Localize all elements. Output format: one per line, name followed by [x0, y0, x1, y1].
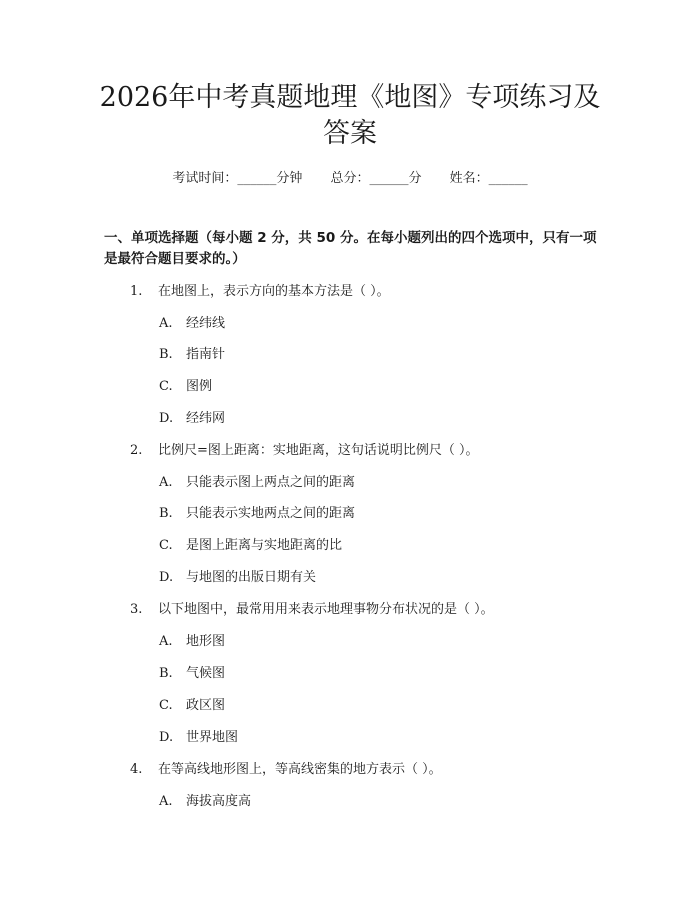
question-text: 在等高线地形图上，等高线密集的地方表示（ ）。	[158, 762, 442, 777]
section-heading: 一、单项选择题（每小题 2 分，共 50 分。在每小题列出的四个选项中，只有一项是最符合题目要求的。）	[104, 230, 597, 267]
question-1-option-a	[159, 315, 225, 333]
question-1	[130, 283, 390, 301]
question-number: 3.	[130, 602, 143, 617]
question-2-option-b	[159, 505, 355, 523]
option-letter: D.	[159, 730, 174, 745]
option-text: 是图上距离与实地距离的比	[186, 538, 343, 553]
total-score-field: 总分：______分	[330, 171, 422, 186]
question-1-option-c	[159, 378, 212, 396]
option-text: 与地图的出版日期有关	[186, 570, 317, 585]
option-letter: B.	[159, 347, 173, 362]
question-2-option-d	[159, 569, 316, 587]
question-4	[130, 761, 442, 779]
question-2-option-a	[159, 474, 355, 492]
option-text: 气候图	[186, 666, 226, 681]
exam-time-field: 考试时间：______分钟	[172, 171, 303, 186]
option-letter: B.	[159, 506, 173, 521]
question-1-option-b	[159, 346, 225, 364]
option-letter: C.	[159, 379, 173, 394]
name-field: 姓名：______	[449, 171, 528, 186]
question-number: 4.	[130, 762, 143, 777]
question-3-option-a	[159, 633, 225, 651]
question-3-option-d	[159, 729, 238, 747]
question-2-option-c	[159, 537, 342, 555]
document-title: 2026年中考真题地理《地图》专项练习及答案	[99, 82, 601, 149]
question-3-option-c	[159, 697, 225, 715]
option-text: 经纬线	[186, 316, 226, 331]
exam-meta	[0, 170, 700, 188]
question-2	[130, 442, 479, 460]
option-letter: C.	[159, 538, 173, 553]
question-number: 1.	[130, 284, 143, 299]
question-text: 在地图上，表示方向的基本方法是（ ）。	[158, 284, 390, 299]
question-4-option-a	[159, 793, 251, 811]
question-text: 比例尺=图上距离：实地距离，这句话说明比例尺（ ）。	[158, 443, 479, 458]
option-text: 地形图	[186, 634, 226, 649]
option-text: 经纬网	[186, 411, 226, 426]
option-letter: B.	[159, 666, 173, 681]
option-text: 海拔高度高	[186, 794, 252, 809]
question-3-option-b	[159, 665, 225, 683]
option-text: 只能表示图上两点之间的距离	[186, 475, 356, 490]
option-letter: A.	[159, 316, 173, 331]
option-text: 世界地图	[186, 730, 239, 745]
option-letter: A.	[159, 634, 173, 649]
option-letter: D.	[159, 411, 174, 426]
question-3	[130, 601, 494, 619]
option-letter: C.	[159, 698, 173, 713]
option-text: 政区图	[186, 698, 226, 713]
question-number: 2.	[130, 443, 143, 458]
option-text: 图例	[186, 379, 213, 394]
question-1-option-d	[159, 410, 225, 428]
option-letter: A.	[159, 475, 173, 490]
option-text: 只能表示实地两点之间的距离	[186, 506, 356, 521]
option-letter: A.	[159, 794, 173, 809]
option-letter: D.	[159, 570, 174, 585]
question-text: 以下地图中，最常用用来表示地理事物分布状况的是（ ）。	[158, 602, 494, 617]
option-text: 指南针	[186, 347, 226, 362]
